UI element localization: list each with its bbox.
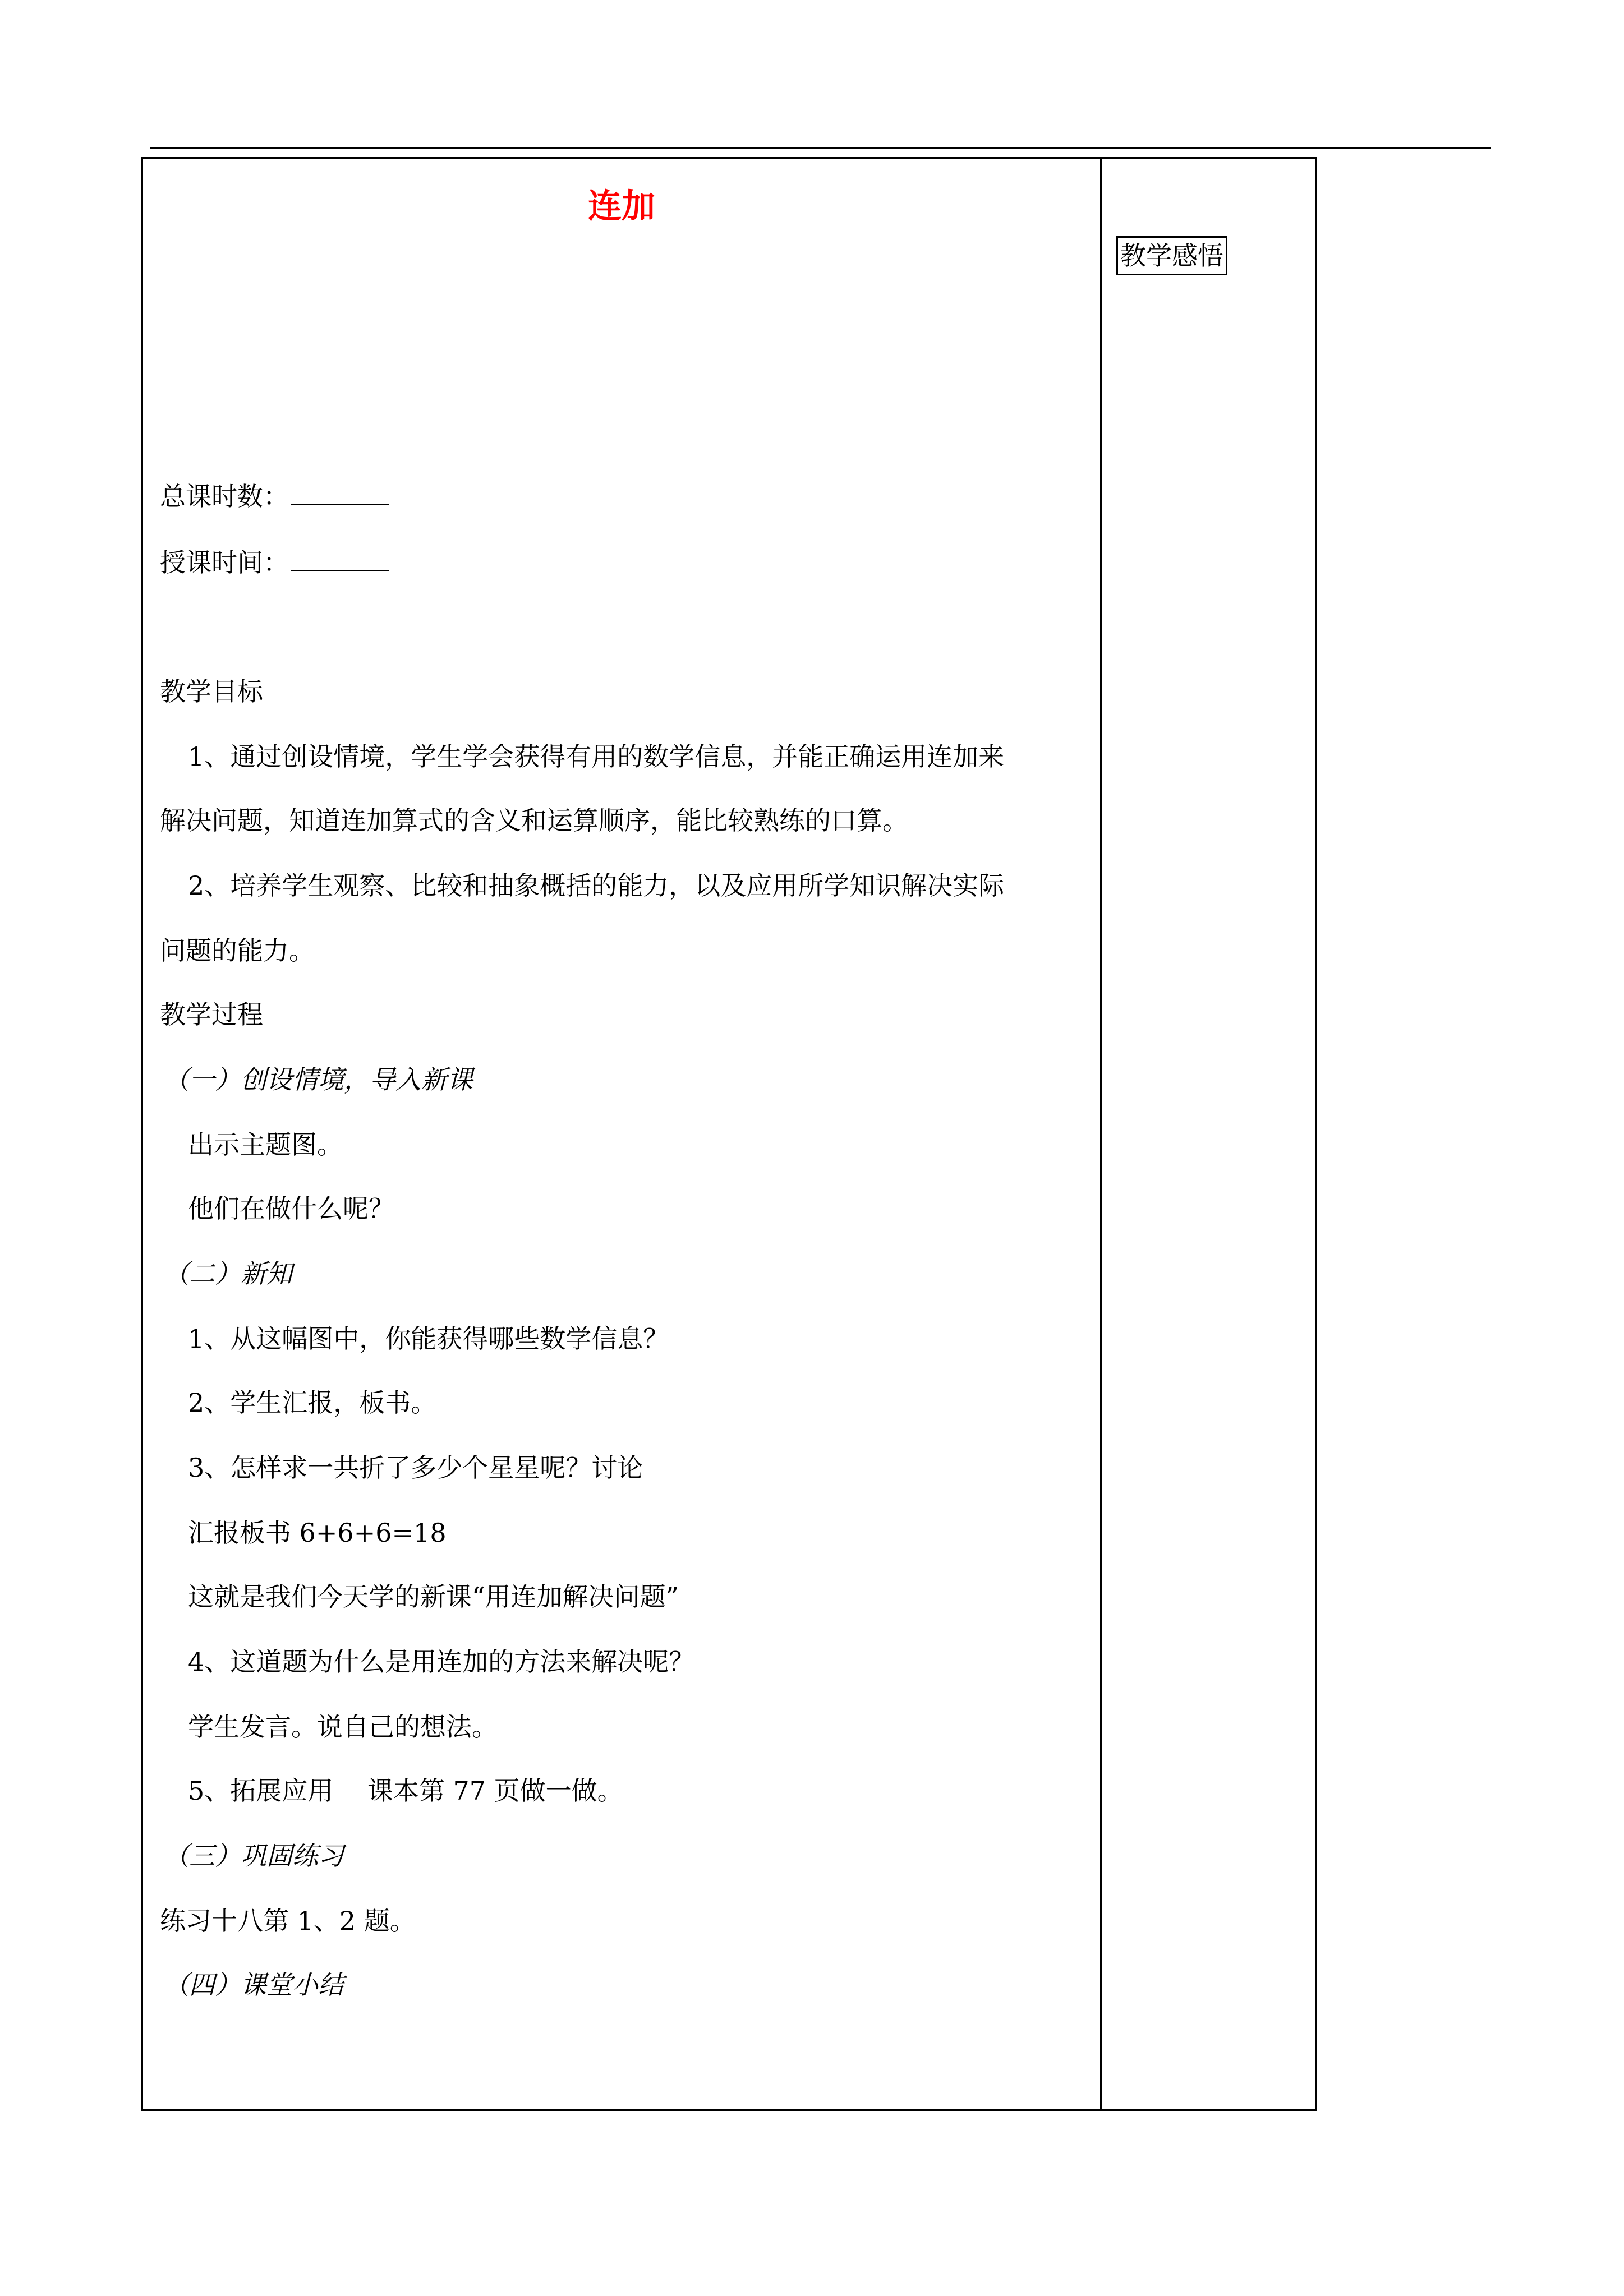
goal-2-line-1: 2、培养学生观察、比较和抽象概括的能力，以及应用所学知识解决实际 [188, 870, 1005, 901]
section-2-item-7: 学生发言。说自己的想法。 [188, 1712, 498, 1742]
lesson-table [141, 157, 1317, 2111]
section-2-item-4: 汇报板书 6+6+6=18 [188, 1518, 447, 1548]
teach-time-label: 授课时间： [160, 547, 289, 578]
goals-heading: 教学目标 [160, 676, 263, 707]
reflection-column [1102, 159, 1315, 2109]
section-2-item-2: 2、学生汇报，板书。 [188, 1387, 437, 1418]
process-heading: 教学过程 [160, 999, 263, 1030]
section-4-heading: （四）课堂小结 [163, 1970, 344, 2000]
section-3-item-1: 练习十八第 1、2 题。 [160, 1906, 416, 1936]
section-3-heading: （三）巩固练习 [163, 1841, 344, 1871]
teach-time-field [160, 546, 389, 579]
section-2-item-5: 这就是我们今天学的新课“用连加解决问题” [188, 1582, 679, 1612]
section-2-heading: （二）新知 [163, 1258, 292, 1289]
section-2-item-8: 5、拓展应用 课本第 77 页做一做。 [188, 1776, 623, 1806]
section-2-item-6: 4、这道题为什么是用连加的方法来解决呢？ [188, 1647, 695, 1677]
section-2-item-3: 3、怎样求一共折了多少个星星呢？讨论 [188, 1453, 643, 1483]
total-hours-field [160, 480, 389, 513]
total-hours-blank [291, 481, 389, 505]
goal-2-line-2: 问题的能力。 [160, 935, 315, 966]
header-rule [150, 147, 1491, 149]
lesson-content-column [143, 159, 1100, 2109]
lesson-title: 连加 [588, 187, 655, 226]
section-2-item-1: 1、从这幅图中，你能获得哪些数学信息？ [188, 1324, 669, 1354]
section-1-item-1: 出示主题图。 [188, 1129, 343, 1160]
total-hours-label: 总课时数： [160, 481, 289, 511]
goal-1-line-2: 解决问题，知道连加算式的含义和运算顺序，能比较熟练的口算。 [160, 805, 908, 836]
teach-time-blank [291, 547, 389, 571]
section-1-heading: （一）创设情境，导入新课 [163, 1064, 473, 1095]
reflection-label: 教学感悟 [1116, 236, 1227, 275]
goal-1-line-1: 1、通过创设情境，学生学会获得有用的数学信息，并能正确运用连加来 [188, 741, 1005, 772]
section-1-item-2: 他们在做什么呢？ [188, 1193, 394, 1224]
